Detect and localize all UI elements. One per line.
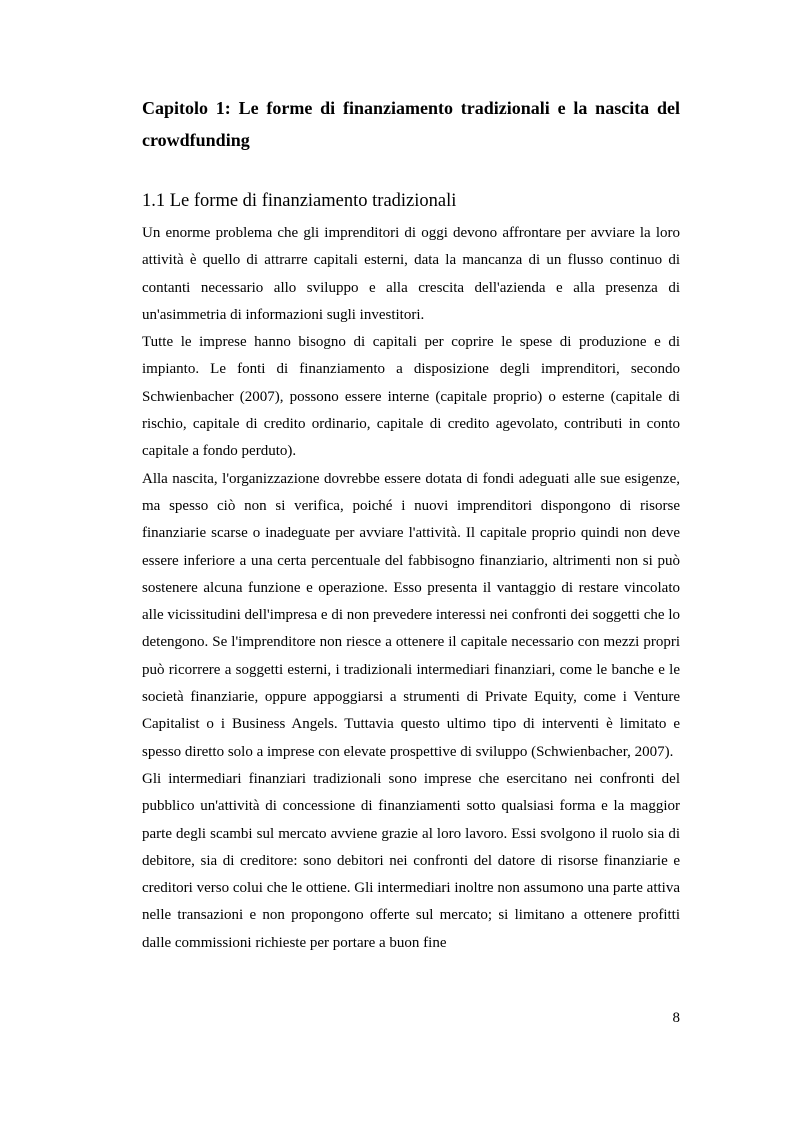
- paragraph-1: Un enorme problema che gli imprenditori di oggi devono affrontare per avviare la loro attività è quello di attrarre capitali esterni, data la mancanza di un flusso continuo di contanti necessario allo sviluppo e alla crescita dell'azienda e alla presenza di un'asimmetria di informazioni sugli investitori.: [142, 225, 680, 323]
- section-title: 1.1 Le forme di finanziamento tradizionali: [142, 191, 457, 211]
- chapter-title: Capitolo 1: Le forme di finanziamento tradizionali e la nascita del crowdfunding: [142, 98, 680, 150]
- paragraph-3: Alla nascita, l'organizzazione dovrebbe essere dotata di fondi adeguati alle sue esigenze, ma spesso ciò non si verifica, poiché i nuovi imprenditori dispongono di risorse finanziarie scarse o inadeguate per avviare l'attività. Il capitale proprio quindi non deve essere inferiore a una certa percentuale del fabbisogno finanziario, altrimenti non si può sostenere alcuna funzione e operazione. Esso presenta il vantaggio di restare vincolato alle vicissitudini dell'impresa e di non prevedere interessi nei confronti dei soggetti che lo detengono. Se l'imprenditore non riesce a ottenere il capitale necessario con mezzi propri può ricorrere a soggetti esterni, i tradizionali intermediari finanziari, come le banche e le società finanziarie, oppure appoggiarsi a strumenti di Private Equity, come i Venture Capitalist o i Business Angels. Tuttavia questo ultimo tipo di interventi è limitato e spesso diretto solo a imprese con elevate prospettive di sviluppo (Schwienbacher, 2007).: [142, 470, 680, 760]
- paragraph-4: Gli intermediari finanziari tradizionali sono imprese che esercitano nei confronti del pubblico un'attività di concessione di finanziamenti sotto qualsiasi forma e la maggior parte degli scambi sul mercato avviene grazie al loro lavoro. Essi svolgono il ruolo sia di debitore, sia di creditore: sono debitori nei confronti del datore di risorse finanziarie e creditori verso colui che le ottiene. Gli intermediari inoltre non assumono una parte attiva nelle transazioni e non propongono offerte sul mercato; si limitano a ottenere profitti dalle commissioni richieste per portare a buon fine: [142, 770, 680, 951]
- body-text: [142, 220, 680, 957]
- paragraph-2: Tutte le imprese hanno bisogno di capitali per coprire le spese di produzione e di impianto. Le fonti di finanziamento a disposizione degli imprenditori, secondo Schwienbacher (2007), possono essere interne (capitale proprio) o esterne (capitale di rischio, capitale di credito ordinario, capitale di credito agevolato, contributi in conto capitale a fondo perduto).: [142, 334, 680, 460]
- page-number: 8: [672, 1010, 680, 1026]
